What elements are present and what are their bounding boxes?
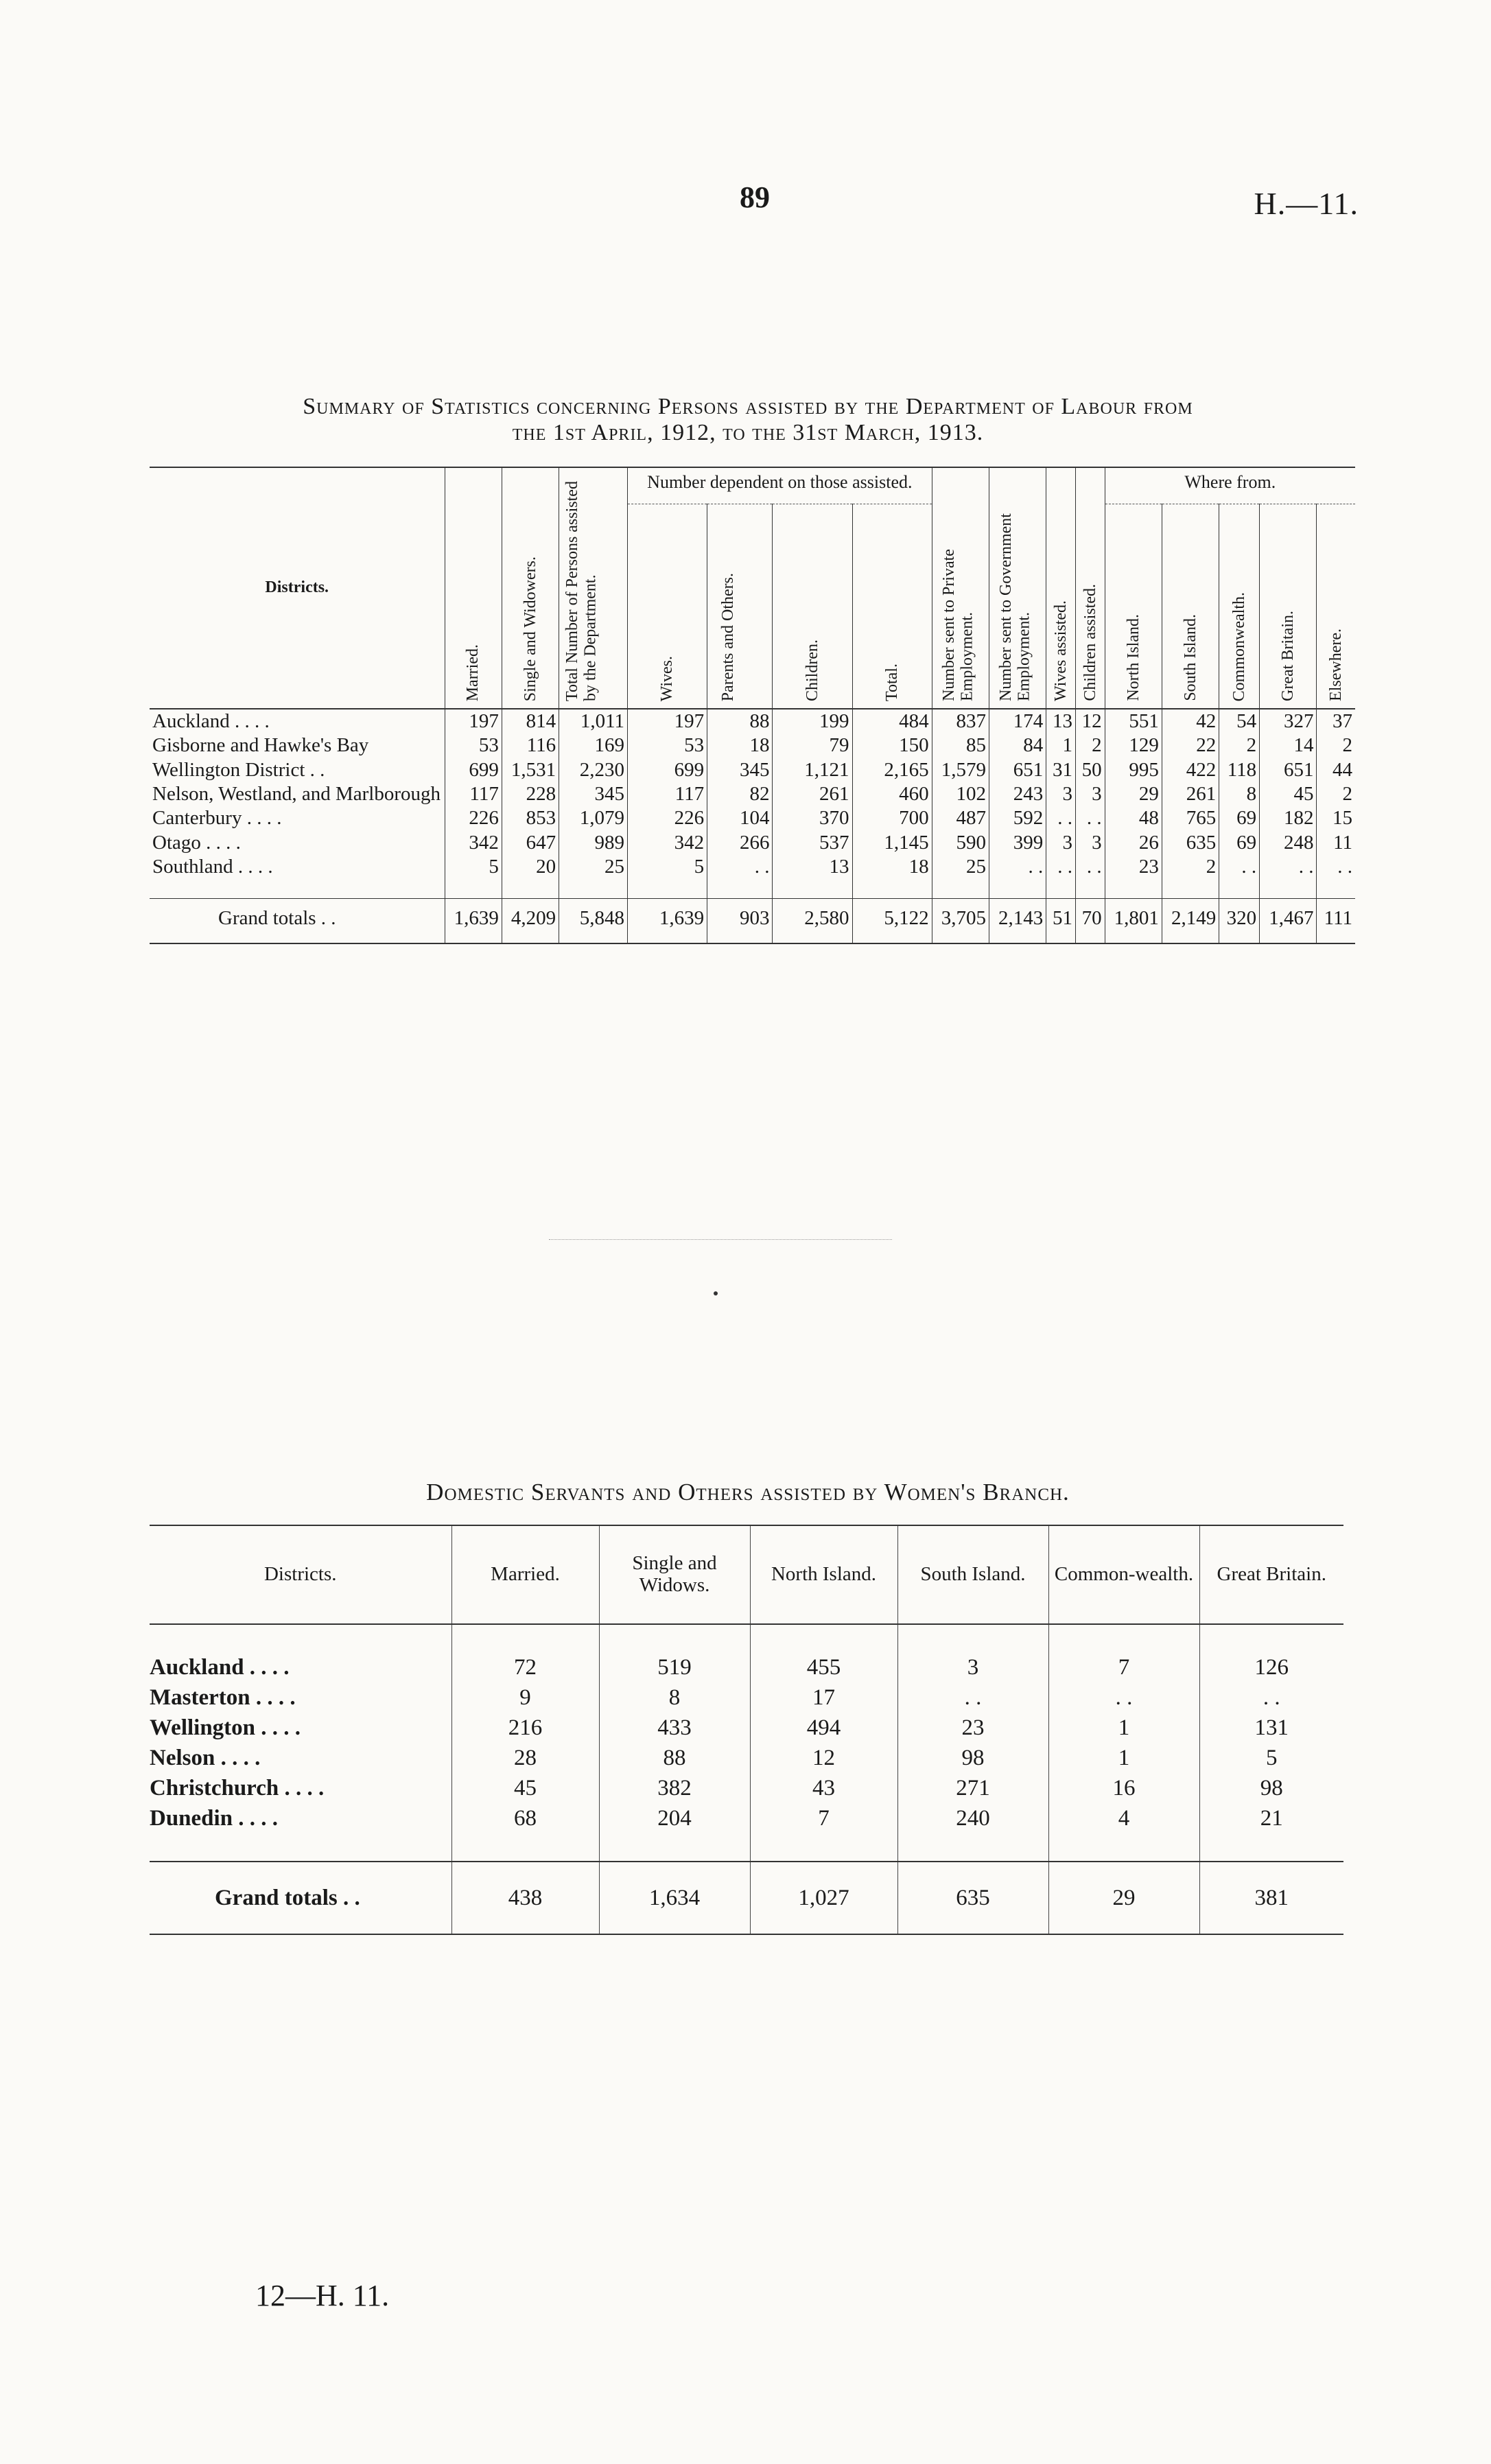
district-name: Masterton . . . . xyxy=(150,1685,296,1710)
spacer-cell xyxy=(451,1833,599,1862)
spacer-cell xyxy=(897,1624,1048,1652)
table-cell: 1,079 xyxy=(559,806,628,830)
spacer-cell xyxy=(1260,879,1317,899)
table-cell: 4 xyxy=(1048,1803,1199,1833)
district-name: Gisborne and Hawke's Bay xyxy=(152,734,369,757)
table-cell: 327 xyxy=(1260,709,1317,734)
table-cell: 88 xyxy=(599,1743,750,1773)
table-cell: 25 xyxy=(932,855,989,879)
col-south-island: South Island. xyxy=(1162,504,1219,709)
table-cell: 814 xyxy=(502,709,559,734)
table-cell: 197 xyxy=(628,709,707,734)
table-cell: 12 xyxy=(1075,709,1105,734)
col-districts: Districts. xyxy=(150,467,445,709)
column-header: North Island. xyxy=(750,1525,897,1624)
table-cell: 88 xyxy=(707,709,773,734)
table-cell: 1,531 xyxy=(502,758,559,782)
table-cell: 592 xyxy=(989,806,1046,830)
spacer-cell xyxy=(1048,1624,1199,1652)
spacer-cell xyxy=(1048,1833,1199,1862)
total-cell: 111 xyxy=(1317,899,1355,943)
table-cell: 17 xyxy=(750,1682,897,1713)
spacer-cell xyxy=(773,879,852,899)
total-cell: 4,209 xyxy=(502,899,559,943)
column-header: Married. xyxy=(451,1525,599,1624)
table-cell: 484 xyxy=(852,709,932,734)
total-cell: 1,639 xyxy=(445,899,502,943)
table-cell: 2 xyxy=(1219,734,1260,758)
district-name: Nelson, Westland, and Marlborough xyxy=(152,783,441,806)
spacer-row xyxy=(150,1833,1343,1862)
col-group-dependent: Number dependent on those assisted. xyxy=(628,467,932,504)
table-cell: . . xyxy=(1260,855,1317,879)
table-cell: 519 xyxy=(599,1652,750,1682)
spacer-cell xyxy=(1199,1624,1343,1652)
col-commonwealth: Commonwealth. xyxy=(1219,504,1260,709)
table-cell: 28 xyxy=(451,1743,599,1773)
table-cell: 126 xyxy=(1199,1652,1343,1682)
table-cell: 8 xyxy=(1219,782,1260,806)
spacer-cell xyxy=(150,1624,451,1652)
col-wives: Wives. xyxy=(628,504,707,709)
table-cell: 989 xyxy=(559,831,628,855)
table-cell: 45 xyxy=(451,1773,599,1803)
district-name: Southland . . . . xyxy=(152,856,273,878)
table-cell: 29 xyxy=(1105,782,1162,806)
table-cell: 1 xyxy=(1048,1743,1199,1773)
table-cell: 460 xyxy=(852,782,932,806)
table-cell: 647 xyxy=(502,831,559,855)
table-row xyxy=(150,782,1355,806)
table-cell: . . xyxy=(1219,855,1260,879)
table-cell: 8 xyxy=(599,1682,750,1713)
table-cell: 26 xyxy=(1105,831,1162,855)
spacer-cell xyxy=(897,1833,1048,1862)
spacer-cell xyxy=(1105,879,1162,899)
table-row xyxy=(150,806,1355,830)
table-cell: . . xyxy=(1075,855,1105,879)
table-cell: 345 xyxy=(559,782,628,806)
total-cell: 1,467 xyxy=(1260,899,1317,943)
table1-title-line1: Summary of Statistics concerning Persons assisted by the Department of Labour from xyxy=(303,394,1193,419)
table-cell: . . xyxy=(1046,806,1076,830)
spacer-cell xyxy=(445,879,502,899)
table-row xyxy=(150,1652,1343,1682)
district-name: Dunedin . . . . xyxy=(150,1805,279,1831)
table-cell: 82 xyxy=(707,782,773,806)
table-row xyxy=(150,1682,1343,1713)
separator-rule xyxy=(549,1239,892,1240)
table-cell: 25 xyxy=(559,855,628,879)
spacer-cell xyxy=(1075,879,1105,899)
district-name: Christchurch . . . . xyxy=(150,1775,325,1800)
table-row xyxy=(150,1803,1343,1833)
col-elsewhere: Elsewhere. xyxy=(1317,504,1355,709)
col-north-island: North Island. xyxy=(1105,504,1162,709)
spacer-cell xyxy=(502,879,559,899)
table-cell: 2,230 xyxy=(559,758,628,782)
district-name: Wellington District . . xyxy=(152,758,325,781)
table-cell: 551 xyxy=(1105,709,1162,734)
table-cell: 590 xyxy=(932,831,989,855)
table-cell: 261 xyxy=(773,782,852,806)
col-single-widowers: Single and Widowers. xyxy=(502,467,559,709)
table-cell: 117 xyxy=(628,782,707,806)
total-cell: 381 xyxy=(1199,1862,1343,1934)
table-cell: 765 xyxy=(1162,806,1219,830)
table-cell: . . xyxy=(1199,1682,1343,1713)
table-cell: 22 xyxy=(1162,734,1219,758)
spacer-cell xyxy=(599,1833,750,1862)
spacer-cell xyxy=(750,1833,897,1862)
table-cell: 18 xyxy=(852,855,932,879)
column-header: Single and Widows. xyxy=(599,1525,750,1624)
table-cell: 700 xyxy=(852,806,932,830)
col-great-britain: Great Britain. xyxy=(1260,504,1317,709)
table-cell: 118 xyxy=(1219,758,1260,782)
table-cell: . . xyxy=(1048,1682,1199,1713)
spacer-cell xyxy=(150,879,445,899)
table-cell: 12 xyxy=(750,1743,897,1773)
table-row xyxy=(150,758,1355,782)
table-cell: 48 xyxy=(1105,806,1162,830)
total-cell: 5,122 xyxy=(852,899,932,943)
table-cell: 651 xyxy=(989,758,1046,782)
table-cell: . . xyxy=(707,855,773,879)
table-cell: 537 xyxy=(773,831,852,855)
table-cell: 837 xyxy=(932,709,989,734)
total-cell: 1,634 xyxy=(599,1862,750,1934)
table-cell: 69 xyxy=(1219,831,1260,855)
table-cell: 182 xyxy=(1260,806,1317,830)
table-row xyxy=(150,831,1355,855)
table-cell: 31 xyxy=(1046,758,1076,782)
table-cell: 43 xyxy=(750,1773,897,1803)
table-cell: 44 xyxy=(1317,758,1355,782)
total-cell: 70 xyxy=(1075,899,1105,943)
table-cell: 23 xyxy=(1105,855,1162,879)
total-cell: 2,580 xyxy=(773,899,852,943)
table-cell: 197 xyxy=(445,709,502,734)
table-cell: 37 xyxy=(1317,709,1355,734)
table-row xyxy=(150,855,1355,879)
table-cell: 18 xyxy=(707,734,773,758)
table-cell: 1,011 xyxy=(559,709,628,734)
column-header: Districts. xyxy=(150,1525,451,1624)
table-cell: 3 xyxy=(1075,782,1105,806)
col-government-employment: Number sent to Government Employment. xyxy=(989,467,1046,709)
table-cell: 422 xyxy=(1162,758,1219,782)
table-row xyxy=(150,1743,1343,1773)
table-row xyxy=(150,1713,1343,1743)
table-cell: 1 xyxy=(1048,1713,1199,1743)
table-cell: 853 xyxy=(502,806,559,830)
table-cell: 116 xyxy=(502,734,559,758)
table-cell: . . xyxy=(1317,855,1355,879)
table-cell: 248 xyxy=(1260,831,1317,855)
womens-branch-table xyxy=(150,1525,1343,1935)
column-header: South Island. xyxy=(897,1525,1048,1624)
table-cell: 3 xyxy=(1046,782,1076,806)
total-cell: 635 xyxy=(897,1862,1048,1934)
table-cell: 635 xyxy=(1162,831,1219,855)
table-cell: 494 xyxy=(750,1713,897,1743)
table-row xyxy=(150,1773,1343,1803)
table-cell: 199 xyxy=(773,709,852,734)
table-cell: 271 xyxy=(897,1773,1048,1803)
table-cell: 3 xyxy=(1075,831,1105,855)
table-cell: 455 xyxy=(750,1652,897,1682)
table-cell: 98 xyxy=(897,1743,1048,1773)
col-married: Married. xyxy=(445,467,502,709)
col-parents-others: Parents and Others. xyxy=(707,504,773,709)
table-cell: 11 xyxy=(1317,831,1355,855)
table-cell: 266 xyxy=(707,831,773,855)
table-cell: 45 xyxy=(1260,782,1317,806)
table-cell: 129 xyxy=(1105,734,1162,758)
table-cell: 150 xyxy=(852,734,932,758)
persons-assisted-table xyxy=(150,467,1355,944)
table-cell: 204 xyxy=(599,1803,750,1833)
table-cell: 261 xyxy=(1162,782,1219,806)
col-group-where-from: Where from. xyxy=(1105,467,1355,504)
table-row xyxy=(150,709,1355,734)
total-cell: 5,848 xyxy=(559,899,628,943)
table-cell: 85 xyxy=(932,734,989,758)
district-name: Auckland . . . . xyxy=(152,710,270,732)
table-cell: 226 xyxy=(445,806,502,830)
total-cell: 29 xyxy=(1048,1862,1199,1934)
table-cell: 98 xyxy=(1199,1773,1343,1803)
col-children-assisted: Children assisted. xyxy=(1075,467,1105,709)
column-header: Great Britain. xyxy=(1199,1525,1343,1624)
table-cell: 1,121 xyxy=(773,758,852,782)
table-cell: 68 xyxy=(451,1803,599,1833)
spacer-cell xyxy=(932,879,989,899)
table-cell: 382 xyxy=(599,1773,750,1803)
table-cell: 228 xyxy=(502,782,559,806)
total-cell: 438 xyxy=(451,1862,599,1934)
table1-title-line2: the 1st April, 1912, to the 31st March, 1913. xyxy=(512,420,984,445)
table-cell: . . xyxy=(1075,806,1105,830)
spacer-cell xyxy=(1162,879,1219,899)
table-cell: 487 xyxy=(932,806,989,830)
total-cell: 2,149 xyxy=(1162,899,1219,943)
total-cell: 2,143 xyxy=(989,899,1046,943)
spacer-cell xyxy=(1317,879,1355,899)
table-cell: 53 xyxy=(628,734,707,758)
table-cell: 20 xyxy=(502,855,559,879)
totals-label: Grand totals . . xyxy=(150,1862,451,1934)
table-cell: 342 xyxy=(445,831,502,855)
spacer-cell xyxy=(707,879,773,899)
spacer-cell xyxy=(599,1624,750,1652)
table-cell: 2 xyxy=(1075,734,1105,758)
col-total: Total. xyxy=(852,504,932,709)
col-children: Children. xyxy=(773,504,852,709)
table-cell: 117 xyxy=(445,782,502,806)
table-cell: . . xyxy=(1046,855,1076,879)
spacer-cell xyxy=(559,879,628,899)
table-cell: 699 xyxy=(628,758,707,782)
table-cell: 240 xyxy=(897,1803,1048,1833)
table-cell: 13 xyxy=(1046,709,1076,734)
total-cell: 1,801 xyxy=(1105,899,1162,943)
spacer-cell xyxy=(1199,1833,1343,1862)
spacer-cell xyxy=(150,1833,451,1862)
table-cell: 1,579 xyxy=(932,758,989,782)
grand-totals-row xyxy=(150,899,1355,943)
table-cell: . . xyxy=(897,1682,1048,1713)
col-total-persons: Total Number of Persons assisted by the Department. xyxy=(559,467,628,709)
district-name: Canterbury . . . . xyxy=(152,807,282,830)
table-cell: 7 xyxy=(750,1803,897,1833)
table-cell: 433 xyxy=(599,1713,750,1743)
district-name: Otago . . . . xyxy=(152,831,241,854)
footer-signature: 12—H. 11. xyxy=(255,2279,390,2312)
table-cell: 131 xyxy=(1199,1713,1343,1743)
table-cell: 21 xyxy=(1199,1803,1343,1833)
table-cell: 23 xyxy=(897,1713,1048,1743)
table-cell: 174 xyxy=(989,709,1046,734)
spacer-cell xyxy=(750,1624,897,1652)
page-number: 89 xyxy=(740,180,770,214)
table-cell: 3 xyxy=(897,1652,1048,1682)
table-cell: 2 xyxy=(1162,855,1219,879)
total-cell: 320 xyxy=(1219,899,1260,943)
spacer-cell xyxy=(1046,879,1076,899)
spacer-cell xyxy=(1219,879,1260,899)
table-cell: 1 xyxy=(1046,734,1076,758)
district-name: Auckland . . . . xyxy=(150,1654,290,1680)
total-cell: 1,027 xyxy=(750,1862,897,1934)
total-cell: 903 xyxy=(707,899,773,943)
table-cell: 3 xyxy=(1046,831,1076,855)
table-cell: 699 xyxy=(445,758,502,782)
spacer-row xyxy=(150,879,1355,899)
district-name: Nelson . . . . xyxy=(150,1745,261,1770)
spacer-cell xyxy=(989,879,1046,899)
table-cell: 15 xyxy=(1317,806,1355,830)
table-cell: 14 xyxy=(1260,734,1317,758)
total-cell: 1,639 xyxy=(628,899,707,943)
total-cell: 51 xyxy=(1046,899,1076,943)
table-cell: 69 xyxy=(1219,806,1260,830)
table-cell: 84 xyxy=(989,734,1046,758)
table-cell: 16 xyxy=(1048,1773,1199,1803)
table-cell: 370 xyxy=(773,806,852,830)
table-cell: 7 xyxy=(1048,1652,1199,1682)
column-header: Common-wealth. xyxy=(1048,1525,1199,1624)
table-cell: 399 xyxy=(989,831,1046,855)
spacer-cell xyxy=(451,1624,599,1652)
table-cell: 42 xyxy=(1162,709,1219,734)
table-cell: 226 xyxy=(628,806,707,830)
table-row xyxy=(150,734,1355,758)
document-reference: H.—11. xyxy=(1254,186,1359,221)
table-cell: 243 xyxy=(989,782,1046,806)
col-wives-assisted: Wives assisted. xyxy=(1046,467,1076,709)
table-cell: 72 xyxy=(451,1652,599,1682)
col-private-employment: Number sent to Private Employment. xyxy=(932,467,989,709)
table-cell: 2 xyxy=(1317,734,1355,758)
table-cell: 5 xyxy=(628,855,707,879)
table-cell: 5 xyxy=(1199,1743,1343,1773)
table-cell: 104 xyxy=(707,806,773,830)
ink-dot xyxy=(714,1291,718,1295)
table-cell: 651 xyxy=(1260,758,1317,782)
table-cell: 79 xyxy=(773,734,852,758)
table-cell: 2,165 xyxy=(852,758,932,782)
table-cell: 102 xyxy=(932,782,989,806)
spacer-row xyxy=(150,1624,1343,1652)
totals-label: Grand totals . . xyxy=(150,899,445,943)
grand-totals-row xyxy=(150,1862,1343,1934)
table-cell: 13 xyxy=(773,855,852,879)
table-cell: 9 xyxy=(451,1682,599,1713)
table-cell: 53 xyxy=(445,734,502,758)
table-cell: 169 xyxy=(559,734,628,758)
table-cell: 995 xyxy=(1105,758,1162,782)
table-cell: . . xyxy=(989,855,1046,879)
spacer-cell xyxy=(628,879,707,899)
table2-title: Domestic Servants and Others assisted by Women's Branch. xyxy=(426,1479,1070,1505)
table-cell: 2 xyxy=(1317,782,1355,806)
table-cell: 50 xyxy=(1075,758,1105,782)
district-name: Wellington . . . . xyxy=(150,1715,301,1740)
table-cell: 345 xyxy=(707,758,773,782)
table-cell: 54 xyxy=(1219,709,1260,734)
table-cell: 5 xyxy=(445,855,502,879)
table-cell: 1,145 xyxy=(852,831,932,855)
table-cell: 216 xyxy=(451,1713,599,1743)
table-cell: 342 xyxy=(628,831,707,855)
total-cell: 3,705 xyxy=(932,899,989,943)
spacer-cell xyxy=(852,879,932,899)
